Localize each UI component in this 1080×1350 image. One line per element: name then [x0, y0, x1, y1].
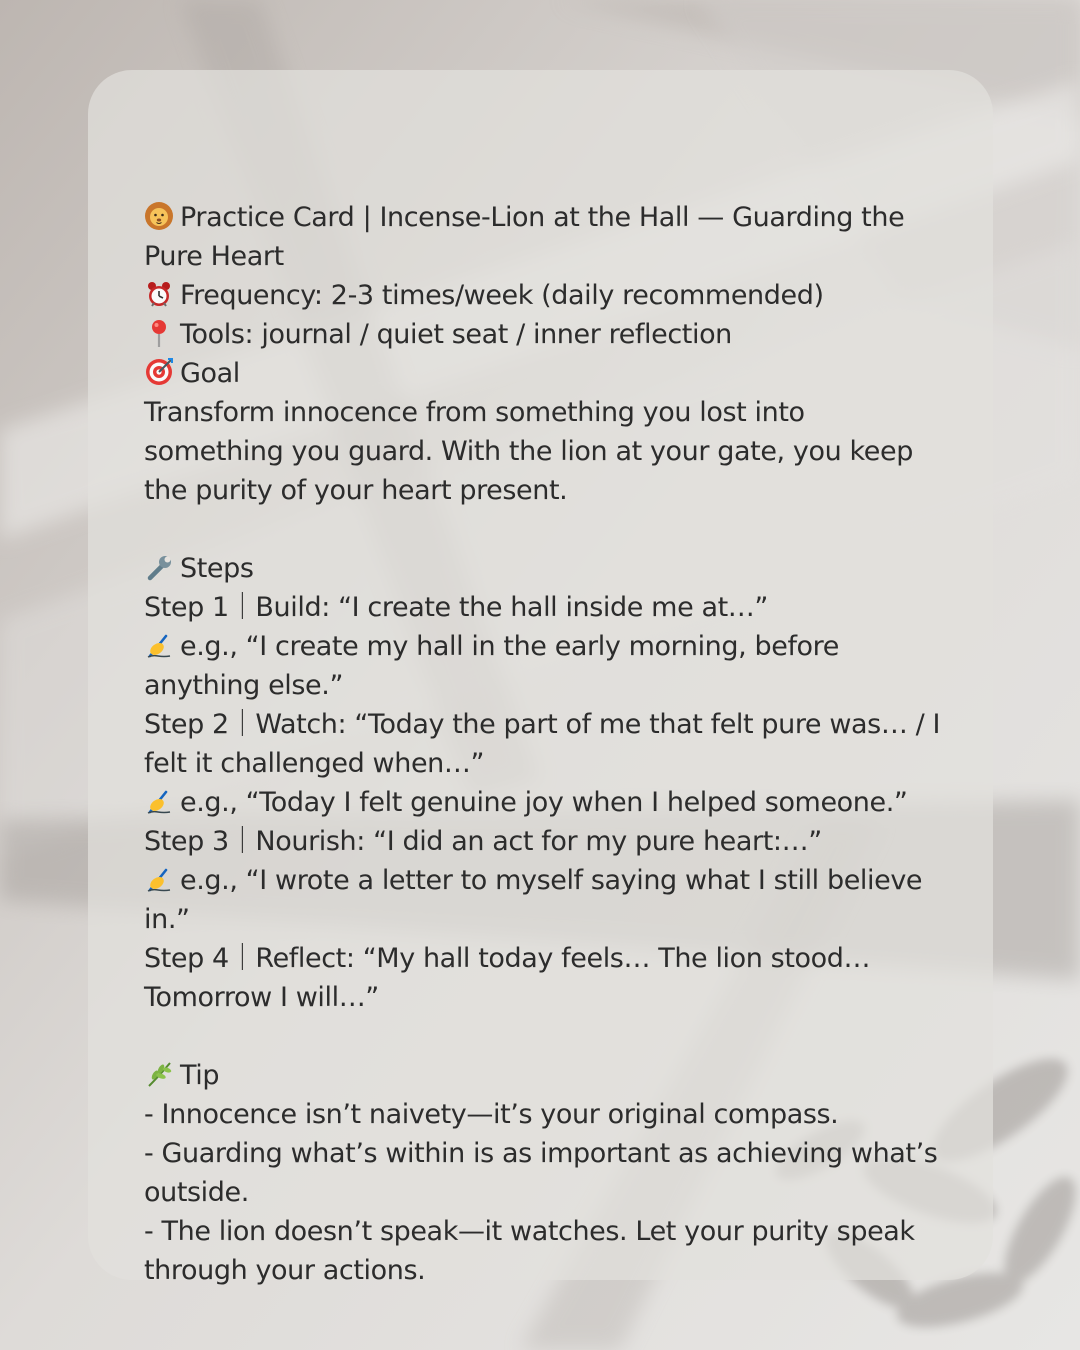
- writing-hand-icon: [144, 630, 174, 660]
- step-4-label: Step 4｜Reflect: “My hall today feels… The lion stood… Tomorrow I will…”: [144, 943, 871, 1013]
- step-1-example: [144, 627, 944, 705]
- lion-icon: [144, 201, 174, 231]
- goal-heading-text: Goal: [180, 358, 240, 389]
- steps-heading: [144, 549, 944, 588]
- writing-hand-icon: [144, 864, 174, 894]
- pin-icon: [144, 318, 174, 348]
- herb-icon: [144, 1059, 174, 1089]
- target-icon: [144, 357, 174, 387]
- steps-heading-text: Steps: [180, 553, 254, 584]
- step-2-label: Step 2｜Watch: “Today the part of me that felt pure was… / I felt it challenged when…”: [144, 709, 941, 779]
- writing-hand-icon: [144, 786, 174, 816]
- tip-item-1: - Innocence isn’t naivety—it’s your original compass.: [144, 1099, 839, 1130]
- spacer: [144, 1017, 944, 1056]
- frequency-line: [144, 276, 944, 315]
- step-3-example-text: e.g., “I wrote a letter to myself saying what I still believe in.”: [144, 865, 923, 935]
- tip-heading-text: Tip: [180, 1060, 220, 1091]
- tools-line: [144, 315, 944, 354]
- title-text: Practice Card | Incense-Lion at the Hall — Guarding the Pure Heart: [144, 202, 905, 272]
- tip-heading: [144, 1056, 944, 1095]
- goal-heading: [144, 354, 944, 393]
- step-1-example-text: e.g., “I create my hall in the early morning, before anything else.”: [144, 631, 839, 701]
- card-content: [144, 198, 944, 1290]
- step-1-label: Step 1｜Build: “I create the hall inside me at…”: [144, 592, 768, 623]
- wrench-icon: [144, 552, 174, 582]
- goal-body: Transform innocence from something you lost into something you guard. With the lion at your gate, you keep the purity of your heart present.: [144, 397, 913, 506]
- spacer: [144, 510, 944, 549]
- step-3-example: [144, 861, 944, 939]
- tip-item-3: - The lion doesn’t speak—it watches. Let your purity speak through your actions.: [144, 1216, 915, 1286]
- tip-item-2: - Guarding what’s within is as important as achieving what’s outside.: [144, 1138, 938, 1208]
- frequency-text: Frequency: 2-3 times/week (daily recommended): [180, 280, 824, 311]
- card-title: [144, 198, 944, 276]
- step-2-example: [144, 783, 944, 822]
- step-3-label: Step 3｜Nourish: “I did an act for my pure heart:…”: [144, 826, 822, 857]
- step-2-example-text: e.g., “Today I felt genuine joy when I helped someone.”: [180, 787, 908, 818]
- practice-card: [88, 70, 993, 1286]
- tools-text: Tools: journal / quiet seat / inner reflection: [180, 319, 732, 350]
- alarm-clock-icon: [144, 279, 174, 309]
